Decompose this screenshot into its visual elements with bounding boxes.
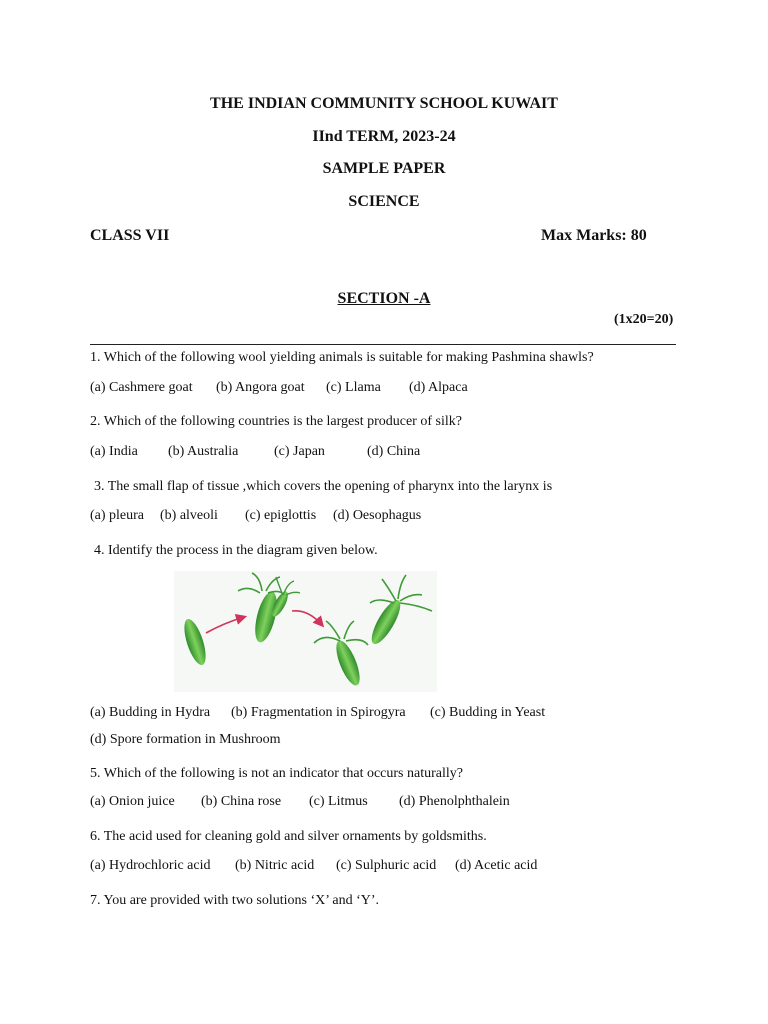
question-5: 5. Which of the following is not an indicator that occurs naturally? <box>90 766 463 781</box>
q6-option-b: (b) Nitric acid <box>235 858 315 873</box>
class-label: CLASS VII <box>90 227 170 244</box>
q1-option-a: (a) Cashmere goat <box>90 380 193 395</box>
q3-option-b: (b) alveoli <box>160 508 218 523</box>
q4-option-d: (d) Spore formation in Mushroom <box>90 732 281 747</box>
q6-option-d: (d) Acetic acid <box>455 858 538 873</box>
q3-option-d: (d) Oesophagus <box>333 508 422 523</box>
question-2: 2. Which of the following countries is the largest producer of silk? <box>90 414 462 429</box>
q4-option-a: (a) Budding in Hydra <box>90 705 211 720</box>
q2-option-c: (c) Japan <box>274 444 325 459</box>
q3-option-c: (c) epiglottis <box>245 508 317 523</box>
term-title: IInd TERM, 2023-24 <box>312 128 456 145</box>
q2-option-d: (d) China <box>367 444 421 459</box>
question-1: 1. Which of the following wool yielding animals is suitable for making Pashmina shawls? <box>90 350 594 365</box>
q5-option-b: (b) China rose <box>201 794 282 809</box>
q3-option-a: (a) pleura <box>90 508 145 523</box>
section-title: SECTION -A <box>337 290 431 307</box>
q2-option-b: (b) Australia <box>168 444 239 459</box>
q6-option-a: (a) Hydrochloric acid <box>90 858 211 873</box>
q2-option-a: (a) India <box>90 444 138 459</box>
q1-option-c: (c) Llama <box>326 380 381 395</box>
q1-option-d: (d) Alpaca <box>409 380 468 395</box>
question-7: 7. You are provided with two solutions ‘X’ and ‘Y’. <box>90 893 380 908</box>
q6-option-c: (c) Sulphuric acid <box>336 858 437 873</box>
question-3: 3. The small flap of tissue ,which covers the opening of pharynx into the larynx is <box>94 479 553 494</box>
school-name: THE INDIAN COMMUNITY SCHOOL KUWAIT <box>210 95 558 112</box>
q5-option-c: (c) Litmus <box>309 794 368 809</box>
q4-option-b: (b) Fragmentation in Spirogyra <box>231 705 406 720</box>
max-marks: Max Marks: 80 <box>541 227 647 244</box>
q5-option-a: (a) Onion juice <box>90 794 175 809</box>
section-marks: (1x20=20) <box>614 312 674 327</box>
q5-option-d: (d) Phenolphthalein <box>399 794 510 809</box>
subject-title: SCIENCE <box>348 193 420 210</box>
q1-option-b: (b) Angora goat <box>216 380 305 395</box>
hydra-budding-diagram <box>174 571 437 692</box>
q4-option-c: (c) Budding in Yeast <box>430 705 546 720</box>
question-4: 4. Identify the process in the diagram given below. <box>94 543 378 558</box>
divider-line <box>90 344 676 345</box>
paper-type: SAMPLE PAPER <box>322 160 446 177</box>
question-6: 6. The acid used for cleaning gold and silver ornaments by goldsmiths. <box>90 829 487 844</box>
